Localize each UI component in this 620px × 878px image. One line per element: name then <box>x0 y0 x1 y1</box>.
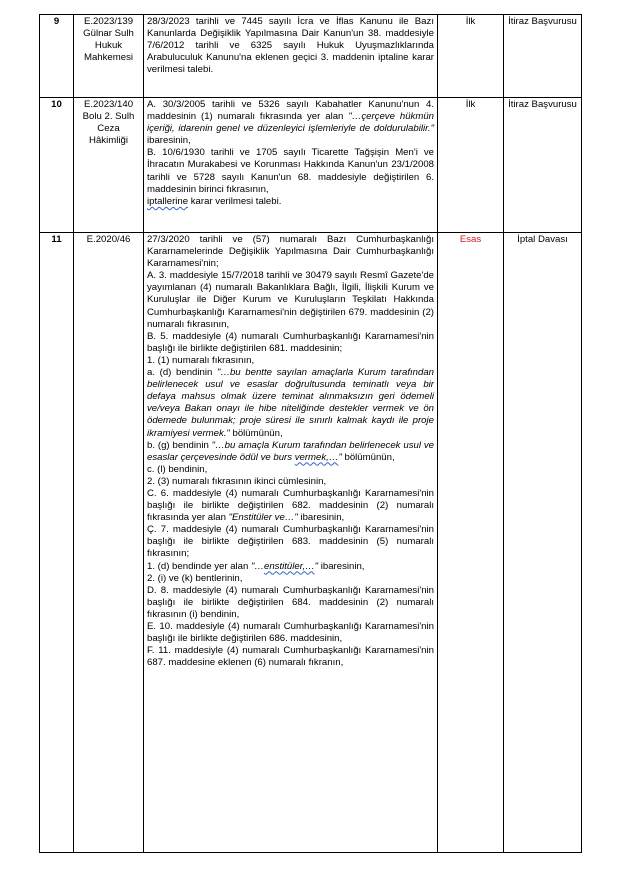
subject-item-b <box>147 440 434 464</box>
item-d1-suffix: ibaresinin, <box>318 560 365 572</box>
item-d1-text: 1. (d) bendinde yer alan <box>147 560 251 572</box>
subject-line: A. 3. maddesiyle 15/7/2018 tarihli ve 30479 sayılı Resmî Gazete'de yayımlanan (4) numaralı Bakanlıklara Bağlı, İlgili, İlişkili Kurum ve Kuruluşlar ile Diğer Kurum ve Kuruluşların Teşkilatı Hakkında Cumhurbaşkanlığı Kararnamesi'nin değiştirilen 679. maddesinin (2) numaralı fıkrasının, <box>147 270 434 330</box>
table-row <box>40 98 582 233</box>
item-a-quote: "…çerçeve hükmün içeriği, idarenin genel ve düzenleyici işlemleriyle de doldurulabilir." <box>147 111 435 135</box>
subject-line: 1. (1) numaralı fıkrasının, <box>147 354 255 366</box>
subject-item-b: B. 10/6/1930 tarihli ve 1705 sayılı Ticarette Tağşişin Men'i ve İhracatın Murakabesi ve Korunması Hakkında Kanun'un 23/1/2008 tarihli ve 5728 sayılı Kanun'un 68. maddesiyle değiştirilen 6. maddesinin birinci fıkrasının, <box>147 147 434 195</box>
application-type: İtiraz Başvurusu <box>504 98 582 233</box>
item-a-suffix: ibaresinin, <box>147 135 191 147</box>
spelling-flagged-word: iptallerine <box>147 195 189 207</box>
closing-text: karar verilmesi talebi. <box>188 195 282 207</box>
row-number: 10 <box>40 98 74 233</box>
item-a-text: a. (d) bendinin <box>147 367 217 379</box>
review-stage: İlk <box>438 15 504 98</box>
case-file-number: E.2023/139 Gülnar Sulh Hukuk Mahkemesi <box>74 15 144 98</box>
subject-paragraph: 28/3/2023 tarihli ve 7445 sayılı İcra ve İflas Kanunu ile Bazı Kanunlarda Değişiklik Yapılmasına Dair Kanun'un 38. maddesiyle 7/6/2012 tarihli ve 6325 sayılı Hukuk Uyuşmazlıklarında Arabuluculuk Kanunu'na eklenen geçici 3. maddenin iptaline karar verilmesi talebi. <box>147 16 434 76</box>
subject-line: F. 11. maddesiyle (4) numaralı Cumhurbaşkanlığı Kararnamesi'nin 687. maddesine eklenen (6) numaralı fıkranın, <box>147 645 434 669</box>
item-a-text: A. 30/3/2005 tarihli ve 5326 sayılı Kabahatler Kanunu'nun 4. maddesinin (1) numaralı fıkrasında yer alan <box>147 99 434 123</box>
subject-item-cc: Ç. 7. maddesiyle (4) numaralı Cumhurbaşkanlığı Kararnamesi'nin başlığı ile birlikte değiştirilen 683. maddesinin (5) numaralı fıkrasının; <box>147 524 434 560</box>
case-subject <box>144 233 438 853</box>
row-number: 11 <box>40 233 74 853</box>
subject-line: 2. (i) ve (k) bentlerinin, <box>147 572 243 584</box>
subject-line: 27/3/2020 tarihli ve (57) numaralı Bazı Cumhurbaşkanlığı Kararnamelerinde Değişiklik Yapılmasına Dair Cumhurbaşkanlığı Kararnamesi'nin; <box>147 234 434 270</box>
application-type: İptal Davası <box>504 233 582 853</box>
item-a-suffix: bölümünün, <box>229 427 283 439</box>
item-c-suffix: ibaresinin, <box>297 512 345 524</box>
item-c-quote: "Enstitüler ve…" <box>228 512 298 524</box>
subject-item-a <box>147 367 434 440</box>
subject-item-d1 <box>147 561 434 573</box>
subject-line: B. 5. maddesiyle (4) numaralı Cumhurbaşkanlığı Kararnamesi'nin başlığı ile birlikte değiştirilen 681. maddesinin; <box>147 330 434 354</box>
item-a-quote: "…bu bentte sayılan amaçlarla Kurum tarafından belirlenecek usul ve esaslar doğrultusunda teminatlı veya bir defaya mahsus olmak üzere teminat alınmaksızın geri ödemeli ve/veya Bakan onayı ile hibe niteliğinde destekler vermek ve ön ödemede bulunmak; proje süresi ile sınırlı kalmak kaydı ile proje ikramiyesi vermek." <box>147 367 434 439</box>
subject-item-c <box>147 488 434 524</box>
case-subject <box>144 15 438 98</box>
quote-open: "… <box>251 560 264 572</box>
spelling-flagged-word: vermek,… <box>294 451 339 463</box>
subject-item-a <box>147 99 434 147</box>
item-b-quote: "…bu amaçla Kurum tarafından belirlenecek usul ve esaslar çerçevesinde ödül ve burs <box>147 439 434 463</box>
case-file-number: E.2020/46 <box>74 233 144 853</box>
case-subject <box>144 98 438 233</box>
table-row <box>40 15 582 98</box>
review-stage: Esas <box>438 233 504 853</box>
subject-line: E. 10. maddesiyle (4) numaralı Cumhurbaşkanlığı Kararnamesi'nin başlığı ile birlikte değiştirilen 686. maddesinin, <box>147 621 434 645</box>
table-row <box>40 233 582 853</box>
quote-close: " <box>314 560 319 572</box>
cases-table <box>39 14 582 853</box>
application-type: İtiraz Başvurusu <box>504 15 582 98</box>
spelling-flagged-word: enstitüler,… <box>264 560 315 572</box>
subject-line: c. (l) bendinin, <box>147 463 208 475</box>
quote-close: " <box>338 451 342 463</box>
item-b-text: b. (g) bendinin <box>147 439 212 451</box>
subject-line: 2. (3) numaralı fıkrasının ikinci cümlesinin, <box>147 475 327 487</box>
subject-line: D. 8. maddesiyle (4) numaralı Cumhurbaşkanlığı Kararnamesi'nin başlığı ile birlikte değiştirilen 684. maddesinin (2) numaralı fıkrasının (i) bendinin, <box>147 584 434 620</box>
review-stage: İlk <box>438 98 504 233</box>
row-number: 9 <box>40 15 74 98</box>
subject-closing <box>147 196 434 208</box>
case-file-number: E.2023/140 Bolu 2. Sulh Ceza Hâkimliği <box>74 98 144 233</box>
item-c-text: C. 6. maddesiyle (4) numaralı Cumhurbaşkanlığı Kararnamesi'nin başlığı ile birlikte değiştirilen 682. maddesinin (2) numaralı fıkrasında yer alan <box>147 487 434 524</box>
item-b-suffix: bölümünün, <box>341 451 395 463</box>
